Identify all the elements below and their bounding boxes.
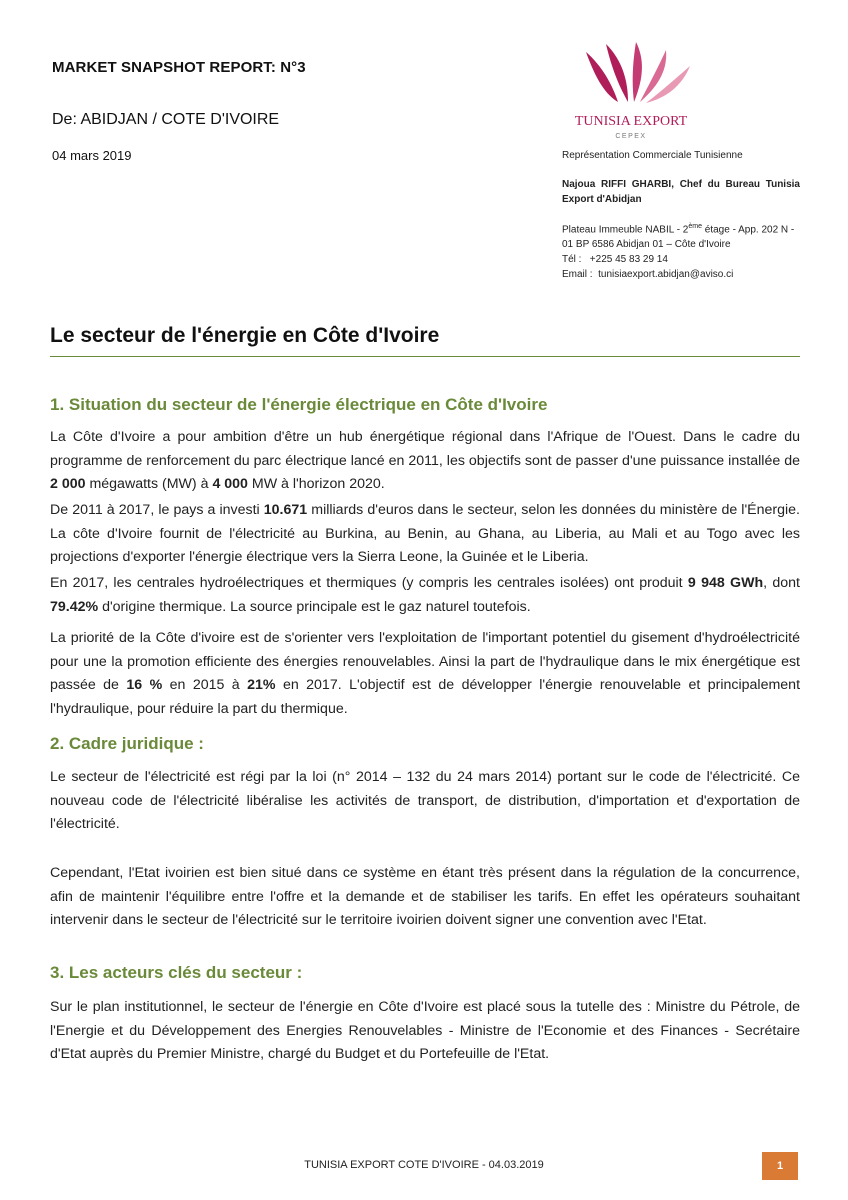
report-date: 04 mars 2019 xyxy=(52,148,132,163)
representation-block xyxy=(562,148,800,282)
contact-email: Email : tunisiaexport.abidjan@aviso.ci xyxy=(562,269,734,281)
section-2-heading: 2. Cadre juridique : xyxy=(50,734,204,753)
section-2-paragraph-1: Le secteur de l'électricité est régi par la loi (n° 2014 – 132 du 24 mars 2014) portant sur le code de l'électricité. Ce nouveau code de l'électricité libéralise les activités de transport, de distribution, d'importation et d'exportation de l'électricité. xyxy=(50,769,800,832)
email-link[interactable]: tunisiaexport.abidjan@aviso.ci xyxy=(598,269,734,281)
report-title: MARKET SNAPSHOT REPORT: N°3 xyxy=(52,59,306,76)
contact-name: Najoua RIFFI GHARBI, Chef du Bureau Tunisia Export d'Abidjan xyxy=(562,179,800,205)
section-1-paragraph-4: La priorité de la Côte d'ivoire est de s'orienter vers l'exploitation de l'important potentiel du gisement d'hydroélectricité pour une la promotion efficiente des énergies renouvelables. Ainsi la part de l'hydraulique dans le mix énergétique est passée de 16 % en 2015 à 21% en 2017. L'objectif est de développer l'énergie renouvelable et principalement l'hydraulique, pour réduire la part du thermique. xyxy=(50,630,801,717)
report-origin: De: ABIDJAN / COTE D'IVOIRE xyxy=(52,111,280,128)
contact-tel: Tél : +225 45 83 29 14 xyxy=(562,254,668,266)
section-1-heading: 1. Situation du secteur de l'énergie électrique en Côte d'Ivoire xyxy=(50,395,548,414)
logo-petals-icon xyxy=(586,42,690,103)
logo-name: TUNISIA EXPORT xyxy=(574,114,688,129)
tunisia-export-logo xyxy=(566,40,696,144)
representation-title: Représentation Commerciale Tunisienne xyxy=(562,150,743,161)
page-number-badge: 1 xyxy=(762,1152,798,1180)
logo-sub: CEPEX xyxy=(615,133,647,140)
section-1-paragraph-2: De 2011 à 2017, le pays a investi 10.671 milliards d'euros dans le secteur, selon les données du ministère de l'Énergie. La côte d'Ivoire fournit de l'électricité au Burkina, au Benin, au Ghana, au Liberia, au Mali et au Togo avec les projections d'exporter l'énergie électrique vers la Sierra Leone, la Guinée et le Liberia. xyxy=(50,502,800,565)
page-title: Le secteur de l'énergie en Côte d'Ivoire xyxy=(50,324,440,347)
footer-text: TUNISIA EXPORT COTE D'IVOIRE - 04.03.2019 xyxy=(304,1159,544,1171)
section-2-paragraph-2: Cependant, l'Etat ivoirien est bien situé dans ce système en étant très présent dans la régulation de la concurrence, afin de maintenir l'équilibre entre l'offre et la demande et de stabiliser les tarifs. En effet les opérateurs souhaitant intervenir dans le secteur de l'électricité sur le territoire ivoirien doivent signer une convention avec l'Etat. xyxy=(50,865,800,928)
section-1-paragraph-1: La Côte d'Ivoire a pour ambition d'être un hub énergétique régional dans l'Afrique de l'Ouest. Dans le cadre du programme de renforcement du parc électrique lancé en 2011, les objectifs sont de passer d'une puissance installée de 2 000 mégawatts (MW) à 4 000 MW à l'horizon 2020. xyxy=(50,429,800,492)
section-3-paragraph-1: Sur le plan institutionnel, le secteur de l'énergie en Côte d'Ivoire est placé sous la tutelle des : Ministre du Pétrole, de l'Energie et du Développement des Energies Renouvelables - Ministre de l'Economie et des Finances - Secrétaire d'Etat auprès du Premier Ministre, chargé du Budget et du Portefeuille de l'Etat. xyxy=(50,999,800,1062)
section-1-paragraph-3: En 2017, les centrales hydroélectriques et thermiques (y compris les centrales isolées) ont produit 9 948 GWh, dont 79.42% d'origine thermique. La source principale est le gaz naturel toutefois. xyxy=(50,575,800,615)
contact-address: Plateau Immeuble NABIL - 2ème étage - App. 202 N - 01 BP 6586 Abidjan 01 – Côte d'Ivoire xyxy=(562,223,795,251)
section-3-heading: 3. Les acteurs clés du secteur : xyxy=(50,963,303,982)
title-divider xyxy=(50,356,800,357)
